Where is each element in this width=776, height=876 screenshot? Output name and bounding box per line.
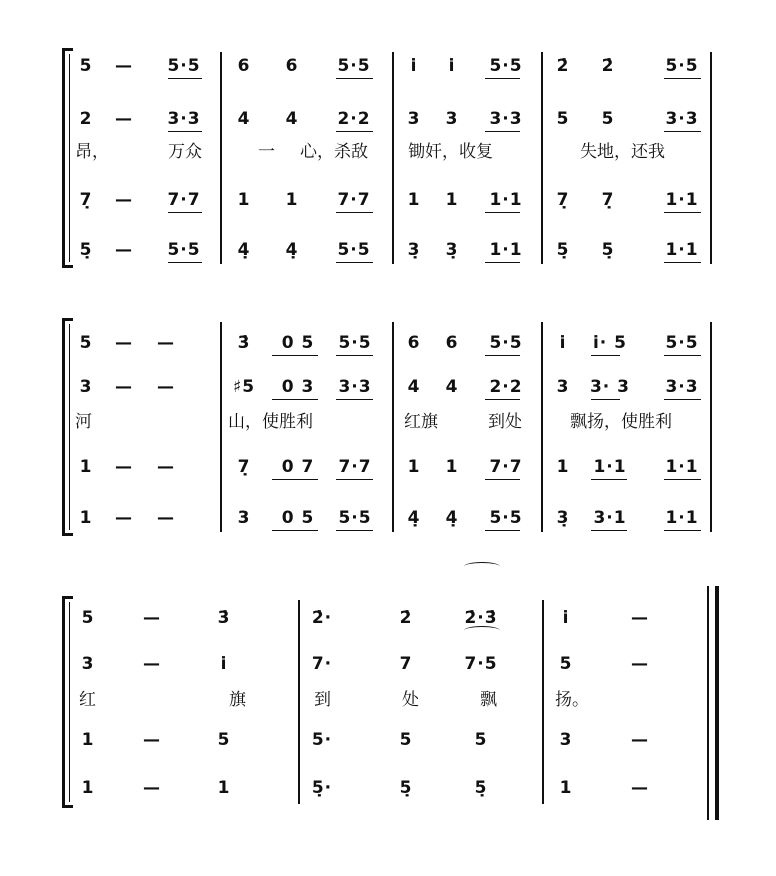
note: 6 bbox=[445, 333, 459, 353]
note: 3̣ bbox=[407, 240, 421, 260]
dash-hold: — bbox=[115, 457, 133, 477]
note: 2·2 bbox=[337, 109, 371, 129]
note: 3 bbox=[81, 654, 95, 674]
note: 3 bbox=[237, 508, 251, 528]
beam-underline bbox=[272, 399, 318, 400]
note: 3 bbox=[79, 377, 93, 397]
note: 4 bbox=[285, 109, 299, 129]
note: 0 5 bbox=[281, 333, 315, 353]
barline bbox=[541, 52, 543, 264]
slur-arc bbox=[464, 626, 500, 635]
note: 3·3 bbox=[489, 109, 523, 129]
note: 3 bbox=[445, 109, 459, 129]
note: 5 bbox=[79, 333, 93, 353]
beam-underline bbox=[485, 78, 520, 79]
note: 4̣ bbox=[445, 508, 459, 528]
note: 7̣ bbox=[79, 190, 93, 210]
note: 1 bbox=[237, 190, 251, 210]
note: 5· bbox=[311, 730, 333, 750]
barline bbox=[220, 322, 222, 532]
lyric-word: 红 bbox=[79, 690, 96, 710]
note: 7·7 bbox=[167, 190, 201, 210]
note: 3̣ bbox=[556, 508, 570, 528]
barline bbox=[298, 600, 300, 804]
note: 0 3 bbox=[281, 377, 315, 397]
note: 1·1 bbox=[665, 457, 699, 477]
lyric-word: 万众 bbox=[168, 142, 202, 162]
bracket-inner-line bbox=[69, 602, 70, 802]
dash-hold: — bbox=[115, 56, 133, 76]
dash-hold: — bbox=[631, 778, 649, 798]
note: 5·5 bbox=[338, 508, 372, 528]
note: 5·5 bbox=[665, 333, 699, 353]
note: 3· 3 bbox=[589, 377, 631, 397]
bracket-inner-line bbox=[69, 324, 70, 530]
dash-hold: — bbox=[157, 508, 175, 528]
beam-underline bbox=[336, 399, 373, 400]
dash-hold: — bbox=[115, 109, 133, 129]
lyric-word: 扬。 bbox=[555, 690, 589, 710]
note: 1·1 bbox=[489, 240, 523, 260]
note: i̇ bbox=[562, 608, 570, 628]
barline bbox=[542, 600, 544, 804]
beam-underline bbox=[591, 479, 627, 480]
beam-underline bbox=[336, 212, 373, 213]
note: 2̇ bbox=[556, 56, 570, 76]
note: 1 bbox=[445, 190, 459, 210]
barline bbox=[392, 52, 394, 264]
beam-underline bbox=[485, 479, 520, 480]
note: 1·1 bbox=[665, 240, 699, 260]
beam-underline bbox=[272, 530, 318, 531]
lyric-word: 飘 bbox=[480, 690, 497, 710]
note: 7̣ bbox=[556, 190, 570, 210]
note: i̇ bbox=[559, 333, 567, 353]
note: 5̣ bbox=[399, 778, 413, 798]
note: 5·5 bbox=[167, 56, 201, 76]
dash-hold: — bbox=[157, 457, 175, 477]
note: 7·5 bbox=[464, 654, 498, 674]
note: i̇· 5 bbox=[592, 333, 628, 353]
beam-underline bbox=[485, 355, 520, 356]
note: 1 bbox=[445, 457, 459, 477]
note: 2̇ bbox=[601, 56, 615, 76]
note: 5 bbox=[81, 608, 95, 628]
note: 3̇ bbox=[217, 608, 231, 628]
note: i̇ bbox=[410, 56, 418, 76]
beam-underline bbox=[485, 399, 520, 400]
note: 4 bbox=[407, 377, 421, 397]
lyric-word: 红旗 bbox=[404, 412, 438, 432]
note: 5̣ bbox=[601, 240, 615, 260]
note: 7̣ bbox=[601, 190, 615, 210]
dash-hold: — bbox=[115, 508, 133, 528]
note: 4 bbox=[445, 377, 459, 397]
dash-hold: — bbox=[143, 730, 161, 750]
dash-hold: — bbox=[631, 730, 649, 750]
note: 1·1 bbox=[489, 190, 523, 210]
note: 5·5 bbox=[489, 333, 523, 353]
beam-underline bbox=[336, 355, 373, 356]
beam-underline bbox=[272, 355, 318, 356]
note: 7·7 bbox=[489, 457, 523, 477]
beam-underline bbox=[664, 78, 701, 79]
note: 3 bbox=[556, 377, 570, 397]
note: 5·5 bbox=[167, 240, 201, 260]
note: 3 bbox=[559, 730, 573, 750]
note: 5 bbox=[79, 56, 93, 76]
dash-hold: — bbox=[115, 333, 133, 353]
barline bbox=[541, 322, 543, 532]
beam-underline bbox=[336, 78, 373, 79]
note: 5̣ bbox=[474, 778, 488, 798]
note: 6 bbox=[407, 333, 421, 353]
dash-hold: — bbox=[631, 608, 649, 628]
dash-hold: — bbox=[143, 778, 161, 798]
system-bracket bbox=[62, 318, 73, 536]
beam-underline bbox=[168, 131, 202, 132]
note: 3 bbox=[407, 109, 421, 129]
note: 1 bbox=[81, 730, 95, 750]
note: 7̣ bbox=[237, 457, 251, 477]
lyric-word: 河 bbox=[75, 412, 92, 432]
barline bbox=[710, 322, 712, 532]
dash-hold: — bbox=[631, 654, 649, 674]
note: 5̣· bbox=[311, 778, 333, 798]
note: 1 bbox=[217, 778, 231, 798]
note: 1 bbox=[407, 457, 421, 477]
note: 5 bbox=[399, 730, 413, 750]
note: 1 bbox=[285, 190, 299, 210]
note: 3̇ bbox=[237, 333, 251, 353]
note: 7·7 bbox=[338, 457, 372, 477]
lyric-word: 山，使胜利 bbox=[228, 412, 313, 432]
note: 3·3 bbox=[665, 377, 699, 397]
beam-underline bbox=[664, 355, 701, 356]
beam-underline bbox=[336, 262, 373, 263]
beam-underline bbox=[336, 479, 373, 480]
lyric-word: 到 bbox=[314, 690, 331, 710]
lyric-word: 失地，还我 bbox=[580, 142, 665, 162]
beam-underline bbox=[664, 530, 701, 531]
beam-underline bbox=[591, 355, 620, 356]
beam-underline bbox=[168, 78, 202, 79]
beam-underline bbox=[664, 399, 701, 400]
note: 3·3 bbox=[167, 109, 201, 129]
note: 5 bbox=[556, 109, 570, 129]
bracket-inner-line bbox=[69, 54, 70, 262]
dash-hold: — bbox=[115, 377, 133, 397]
note: 5 bbox=[601, 109, 615, 129]
dash-hold: — bbox=[115, 240, 133, 260]
system-bracket bbox=[62, 596, 73, 808]
note: 0 5 bbox=[281, 508, 315, 528]
note: 4̣ bbox=[407, 508, 421, 528]
barline-final-thin bbox=[707, 586, 709, 820]
beam-underline bbox=[485, 131, 520, 132]
note: 2̇·3̇ bbox=[464, 608, 498, 628]
beam-underline bbox=[664, 212, 701, 213]
note: 1 bbox=[407, 190, 421, 210]
note: 4̣ bbox=[237, 240, 251, 260]
note: 0 7 bbox=[281, 457, 315, 477]
note: 2̇· bbox=[311, 608, 333, 628]
note: 1 bbox=[559, 778, 573, 798]
beam-underline bbox=[336, 131, 373, 132]
slur-arc bbox=[464, 562, 500, 571]
beam-underline bbox=[664, 479, 701, 480]
note: 5·5 bbox=[337, 240, 371, 260]
beam-underline bbox=[272, 479, 318, 480]
dash-hold: — bbox=[115, 190, 133, 210]
note: 2̇ bbox=[399, 608, 413, 628]
lyric-word: 处 bbox=[402, 690, 419, 710]
note: 5·5 bbox=[489, 56, 523, 76]
lyric-word: 心，杀敌 bbox=[300, 142, 368, 162]
note: 5̣ bbox=[556, 240, 570, 260]
note: 1 bbox=[79, 508, 93, 528]
note: 7 bbox=[399, 654, 413, 674]
note: 5·5 bbox=[665, 56, 699, 76]
beam-underline bbox=[336, 530, 373, 531]
note: 2·2 bbox=[489, 377, 523, 397]
note: 1·1 bbox=[593, 457, 627, 477]
beam-underline bbox=[168, 212, 202, 213]
note: 5̣ bbox=[79, 240, 93, 260]
note: 3·3 bbox=[665, 109, 699, 129]
note: 7·7 bbox=[337, 190, 371, 210]
note: 1 bbox=[81, 778, 95, 798]
dash-hold: — bbox=[143, 608, 161, 628]
note: 3·3 bbox=[338, 377, 372, 397]
note: 5·5 bbox=[337, 56, 371, 76]
note: i̇ bbox=[448, 56, 456, 76]
note: 1·1 bbox=[665, 508, 699, 528]
note: 7· bbox=[311, 654, 333, 674]
note: 6 bbox=[285, 56, 299, 76]
dash-hold: — bbox=[143, 654, 161, 674]
beam-underline bbox=[168, 262, 202, 263]
note: 5·5 bbox=[338, 333, 372, 353]
lyric-word: 飘扬，使胜利 bbox=[570, 412, 672, 432]
barline bbox=[220, 52, 222, 264]
note: 3·1 bbox=[593, 508, 627, 528]
note: 1·1 bbox=[665, 190, 699, 210]
beam-underline bbox=[591, 399, 620, 400]
note: 1 bbox=[556, 457, 570, 477]
note: 6 bbox=[237, 56, 251, 76]
barline bbox=[710, 52, 712, 264]
beam-underline bbox=[664, 262, 701, 263]
lyric-word: 锄奸，收复 bbox=[408, 142, 493, 162]
note: 5·5 bbox=[489, 508, 523, 528]
barline-final-thick bbox=[715, 586, 719, 820]
beam-underline bbox=[591, 530, 627, 531]
beam-underline bbox=[485, 262, 520, 263]
lyric-word: 到处 bbox=[488, 412, 522, 432]
note: ♯5 bbox=[232, 377, 256, 397]
note: 2 bbox=[79, 109, 93, 129]
system-bracket bbox=[62, 48, 73, 268]
note: 4̣ bbox=[285, 240, 299, 260]
note: 3̣ bbox=[445, 240, 459, 260]
note: 4 bbox=[237, 109, 251, 129]
barline bbox=[392, 322, 394, 532]
lyric-word: 一 bbox=[258, 142, 275, 162]
lyric-word: 旗 bbox=[229, 690, 246, 710]
beam-underline bbox=[485, 530, 520, 531]
dash-hold: — bbox=[157, 377, 175, 397]
lyric-word: 昂， bbox=[75, 142, 109, 162]
dash-hold: — bbox=[157, 333, 175, 353]
note: 5 bbox=[217, 730, 231, 750]
note: 5 bbox=[474, 730, 488, 750]
beam-underline bbox=[485, 212, 520, 213]
note: 5 bbox=[559, 654, 573, 674]
note: 1 bbox=[79, 457, 93, 477]
note: i̇ bbox=[220, 654, 228, 674]
beam-underline bbox=[664, 131, 701, 132]
